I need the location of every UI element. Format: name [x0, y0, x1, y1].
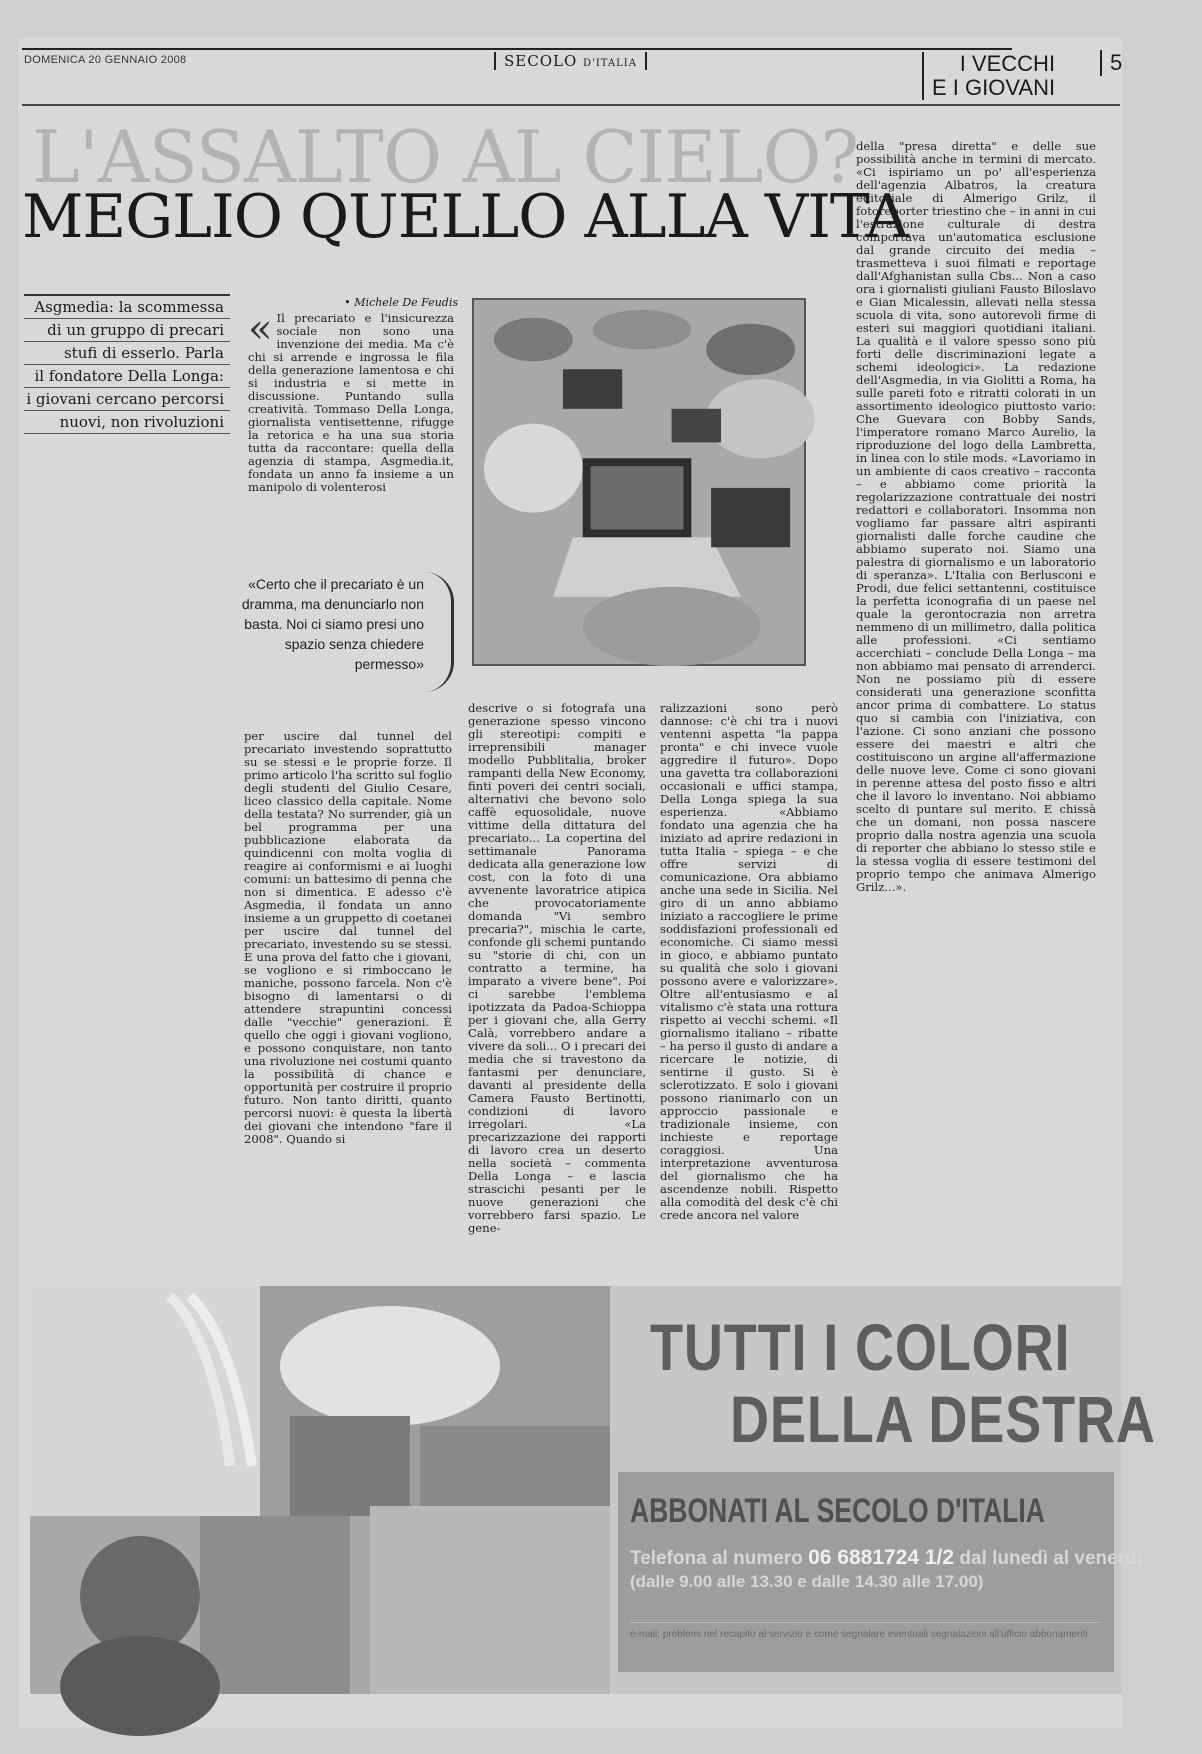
- ad-subtitle: ABBONATI AL SECOLO D'ITALIA: [630, 1492, 1045, 1530]
- article-column-1-top: [248, 306, 454, 544]
- headline-line2: MEGLIO QUELLO ALLA VITA: [22, 182, 908, 252]
- ad-photo-collage: [30, 1286, 610, 1694]
- summary-line: Asgmedia: la scommessa: [24, 296, 230, 319]
- header-rule: [22, 48, 1012, 50]
- header-bottom-rule: [22, 104, 1120, 106]
- ad-hours: (dalle 9.00 alle 13.30 e dalle 14.30 alle 17.00): [630, 1572, 984, 1591]
- column-1-text: per uscire dal tunnel del precariato investendo soprattutto su se stessi e le proprie forze. Il primo articolo l'ha scritto sul foglio degli studenti del Giulio Cesare, liceo classico della capitale. Nome della testata? No surrender, già un bel programma per una pubblicazione elaborata da quindicenni con molta voglia di reagire ai conformismi e ai luoghi comuni: un battesimo di penna che non si dimentica. E adesso c'è Asgmedia, il fondata un anno insieme a un gruppetto di coetanei per uscire dal tunnel del precariato, investendo su se stessi. E una prova del fatto che i giovani, se vogliono e si rimboccano le maniche, possono farcela. Non c'è bisogno di lamentarsi o di attendere strapuntini concessi dalle "vecchie" generazioni. È quello che oggi i giovani vogliono, e possono conquistare, non tanto una rivoluzione nei costumi quanto la possibilità di chance e opportunità per costruire il proprio futuro. Non tanto diritti, quanto percorsi nuovi: è questa la libertà dei giovani che intendono "fare il 2008". Quando si: [244, 729, 452, 1146]
- page-header: [22, 48, 1123, 108]
- section-label: [922, 52, 1055, 100]
- masthead-main: SECOLO: [504, 52, 578, 70]
- ad-fine-print: e-mail: problemi nel recapito al servizio e come segnalare eventuali segnalazioni all'ufficio abbonamenti: [630, 1622, 1100, 1640]
- subscription-advertisement: [30, 1286, 1156, 1694]
- page-number: 5: [1100, 50, 1122, 76]
- column-2-text: descrive o si fotografa una generazione spesso vincono gli stereotipi: compiti e irreprensibili manager modello Pubblitalia, broker rampanti della New Economy, finti poveri dei centri sociali, alternativi che bevono solo caffè equosolidale, nuove vittime della dittatura del precariato... La copertina del settimanale Panorama dedicata alla generazione low cost, con la foto di una avvenente lavoratrice atipica che provocatoriamente domanda "Vi sembro precaria?", mischia le carte, confonde gli schemi puntando su "storie di chi, con un contratto a termine, ha imparato a vivere bene". Poi ci sarebbe l'emblema ipotizzata da Padoa-Schioppa per i giovani che, alla Gerry Calà, vorrebbero andare a vivere da soli... O i precari dei media che si travestono da fantasmi per denunciare, davanti al presidente della Camera Fausto Bertinotti, condizioni di lavoro irregolari. «La precarizzazione dei rapporti di lavoro crea un deserto nella società – commenta Della Longa – e lascia strascichi pesanti per le nuove generazioni che vorrebbero farsi spazio. Le gene-: [468, 701, 646, 1235]
- article-column-1-bottom: [244, 730, 452, 1218]
- pull-quote: «Certo che il precariato è un dramma, ma denunciarlo non basta. Noi ci siamo presi uno spazio senza chiedere permesso»: [241, 576, 424, 672]
- article-column-3: [660, 701, 838, 1222]
- pull-quote-bracket: [424, 572, 454, 692]
- ad-title-line2: DELLA DESTRA: [730, 1382, 1156, 1456]
- article-photo: [472, 298, 806, 666]
- ad-phone-number: 06 6881724 1/2: [808, 1546, 955, 1569]
- article-column-2: [468, 701, 646, 1235]
- summary-line: di un gruppo di precari: [24, 319, 230, 342]
- collage-image: [30, 1286, 610, 1694]
- headline-line1: L'ASSALTO AL CIELO?: [32, 115, 859, 199]
- photo-laptops-classroom: [474, 300, 804, 664]
- summary-line: stufi di esserlo. Parla: [24, 342, 230, 365]
- column-3-text: ralizzazioni sono però dannose: c'è chi tra i nuovi ventenni aspetta "la pappa pronta" e chi invece vuole aggredire il futuro». Dopo una gavetta tra collaborazioni occasionali e uffici stampa, Della Longa spiega la sua esperienza. «Abbiamo fondato una agenzia che ha iniziato ad aprire redazioni in tutta Italia – spiega – e che offre servizi di comunicazione. Ora abbiamo anche una sede in Sicilia. Nel giro di un anno abbiamo iniziato a raccogliere le prime soddisfazioni professionali ed economiche. Ci siamo messi in gioco, e abbiamo puntato su qualità che solo i giovani possono avere e valorizzare». Oltre all'entusiasmo e al vitalismo c'è stata una rottura rispetto ai vecchi schemi. «Il giornalismo italiano – ribatte – ha perso il gusto di andare a ricercare le notizie, di sentirne il gusto. Si è sclerotizzato. E solo i giovani possono rianimarlo con un approccio passionale e tradizionale insieme, con inchieste e reportage coraggiosi. Una interpretazione avventurosa del giornalismo che ha ascendenze nobili. Rispetto alla comodità del desk c'è chi crede ancora nel valore: [660, 701, 838, 1222]
- article-summary: [24, 294, 230, 434]
- ad-phone-suffix: dal lunedì al venerdì: [959, 1548, 1143, 1569]
- ad-title-line1: TUTTI I COLORI: [650, 1310, 1071, 1384]
- masthead: [494, 52, 647, 70]
- section-line1: I VECCHI: [959, 51, 1056, 76]
- column-4-text: della "presa diretta" e delle sue possibilità anche in termini di mercato. «Ci ispiriamo un po' all'esperienza dell'agenzia Albatros, la creatura editoriale di Almerigo Grilz, il fotoreporter triestino che – in anni in cui l'estrazione culturale di destra comportava un'automatica esclusione dal grande circuito dei media – trasmetteva i suoi filmati e reportage dall'Afghanistan sulla Cbs... Non a caso ora i giornalisti giuliani Fausto Biloslavo e Gian Micalessin, allevati nella stessa scuola di vita, sono autorevoli firme di esteri sui maggiori quotidiani italiani. La qualità e il valore spesso sono più forti delle discriminazioni legate a schemi ideologici». La redazione dell'Asgmedia, in via Giolitti a Roma, ha sulle pareti foto e ritratti colorati in un assortimento ideologico piuttosto vario: Che Guevara con Bobby Sands, l'imperatore romano Marco Aurelio, la riproduzione del logo della Lambretta, in linea con lo stile mods. «Lavoriamo in un ambiente di caos creativo – racconta – e abbiamo come priorità la regolarizzazione contrattuale dei nostri redattori e collaboratori. Insomma non vogliamo far passare altri aspiranti giornalisti dalle forche caudine che abbiamo superato noi. Siamo una palestra di giornalismo e un laboratorio di speranza». L'Italia con Berlusconi e Prodi, due felici settantenni, costituisce la perfetta iconografia di un paese nel quale la gerontocrazia non arretra nemmeno di un millimetro, dalla politica alle professioni. «Ci sentiamo accerchiati – conclude Della Longa – ma non abbiamo mai pensato di arrenderci. Non ne possiamo più di essere considerati una generazione sconfitta ancor prima di combattere. Lo status quo si cambia con l'iniziativa, con l'azione. Ci sono anziani che possono essere dei maestri e altri che costituiscono un argine all'affermazione delle nuove leve. Come ci sono giovani in perenne attesa del posto fisso e altri che il lavoro lo inventano. Noi abbiamo scelto di puntare sul merito. E chissà che un domani, non possa nascere proprio dalla nostra agenzia una scuola di reporter che abbiano lo stesso stile e la stessa voglia di essere testimoni del proprio tempo che animava Almerigo Grilz...».: [856, 139, 1096, 894]
- section-line2: E I GIOVANI: [932, 75, 1056, 100]
- masthead-small: D'ITALIA: [583, 58, 637, 69]
- article-column-4: [856, 140, 1096, 1220]
- byline: • Michele De Feudis: [344, 296, 458, 309]
- ad-phone-line: [630, 1546, 1142, 1570]
- issue-date: DOMENICA 20 GENNAIO 2008: [24, 54, 187, 66]
- ad-phone-prefix: Telefona al numero: [630, 1548, 803, 1569]
- drop-quote-mark: «: [248, 306, 273, 352]
- summary-line: i giovani cercano percorsi: [24, 388, 230, 411]
- summary-line: nuovi, non rivoluzioni: [24, 411, 230, 434]
- lead-paragraph: Il precariato e l'insicurezza sociale non sono una invenzione dei media. Ma c'è chi si arrende e ingrossa le fila della generazione lamentosa e chi si industria e si mette in discussione. Puntando sulla creatività. Tommaso Della Longa, giornalista ventisettenne, rifugge la retorica e ha una sua storia tutta da raccontare: quella della agenzia di stampa, Asgmedia.it, fondata un anno fa insieme a un manipolo di volenterosi: [248, 311, 454, 494]
- summary-line: il fondatore Della Longa:: [24, 365, 230, 388]
